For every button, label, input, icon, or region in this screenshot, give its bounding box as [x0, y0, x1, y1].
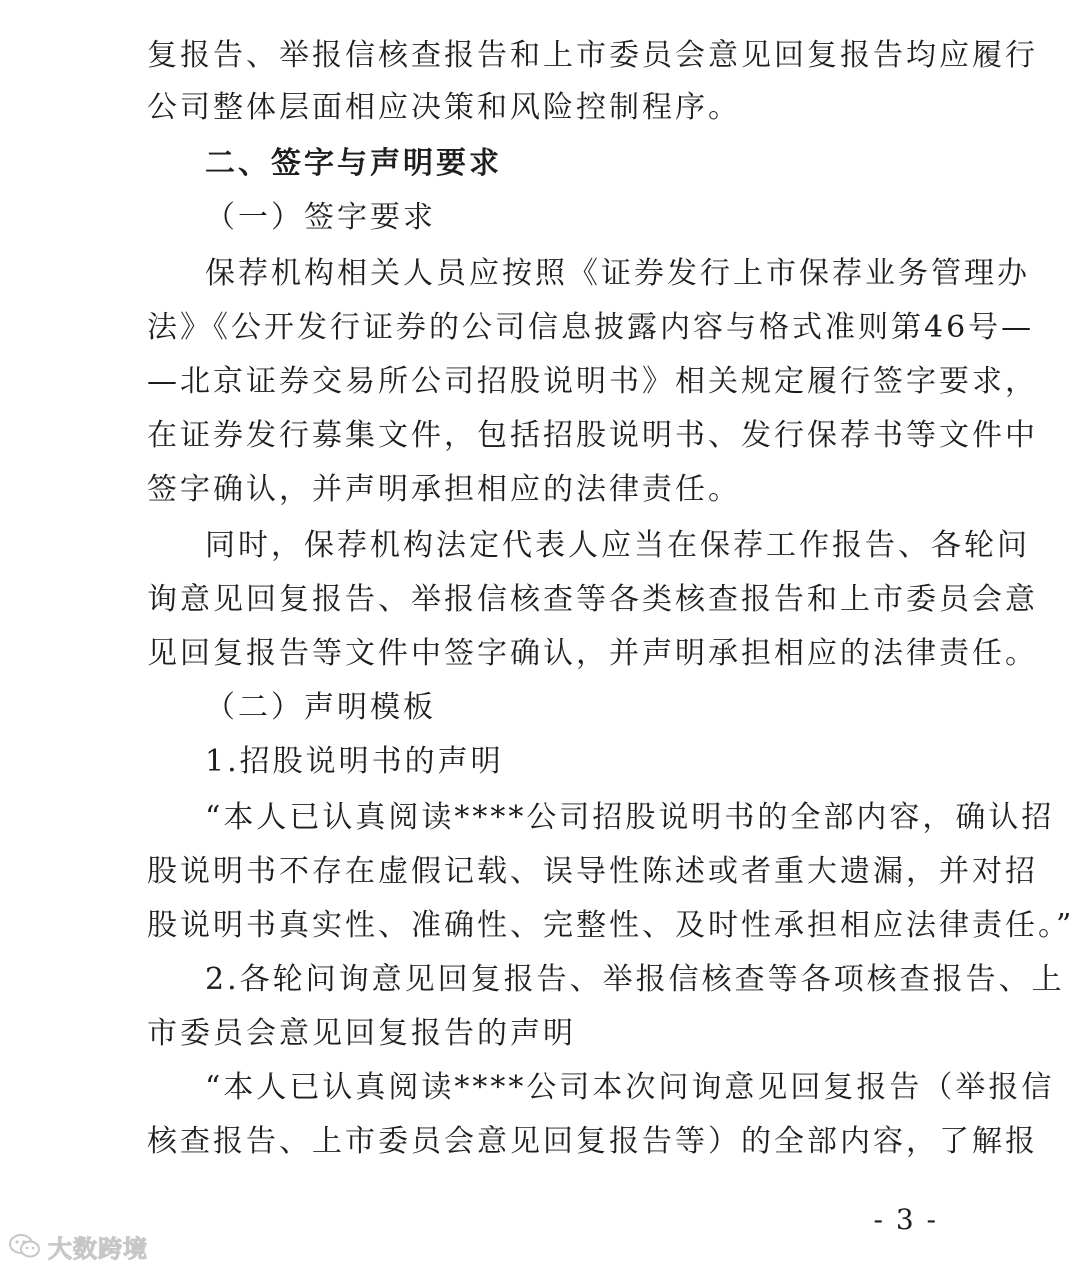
body-line: 在证券发行募集文件，包括招股说明书、发行保荐书等文件中 [147, 418, 1038, 453]
body-line: 询意见回复报告、举报信核查等各类核查报告和上市委员会意 [147, 582, 1038, 617]
body-line: 复报告、举报信核查报告和上市委员会意见回复报告均应履行 [147, 38, 1038, 73]
body-line: 公司整体层面相应决策和风险控制程序。 [147, 90, 741, 125]
subsection-heading: （二）声明模板 [205, 690, 436, 725]
wechat-logo-icon [8, 1232, 42, 1260]
watermark-text: 大数跨境 [48, 1234, 148, 1263]
quote-line: 股说明书真实性、准确性、完整性、及时性承担相应法律责任。” [147, 908, 1075, 943]
item-heading: 2.各轮问询意见回复报告、举报信核查等各项核查报告、上 [205, 962, 1065, 997]
body-line: 同时，保荐机构法定代表人应当在保荐工作报告、各轮问 [205, 528, 1030, 563]
watermark [8, 1226, 148, 1266]
subsection-heading: （一）签字要求 [205, 200, 436, 235]
item-heading: 1.招股说明书的声明 [205, 744, 504, 779]
section-heading: 二、签字与声明要求 [205, 146, 502, 181]
body-line: 见回复报告等文件中签字确认，并声明承担相应的法律责任。 [147, 636, 1038, 671]
quote-line: “本人已认真阅读****公司招股说明书的全部内容，确认招 [205, 800, 1055, 835]
quote-line: 股说明书不存在虚假记载、误导性陈述或者重大遗漏，并对招 [147, 854, 1038, 889]
body-line: 保荐机构相关人员应按照《证券发行上市保荐业务管理办 [205, 256, 1030, 291]
body-line: —北京证券交易所公司招股说明书》相关规定履行签字要求， [147, 364, 1038, 399]
body-line: 法》《公开发行证券的公司信息披露内容与格式准则第46号— [147, 310, 1035, 345]
item-heading: 市委员会意见回复报告的声明 [147, 1016, 576, 1051]
quote-line: 核查报告、上市委员会意见回复报告等）的全部内容，了解报 [147, 1124, 1038, 1159]
body-line: 签字确认，并声明承担相应的法律责任。 [147, 472, 741, 507]
quote-line: “本人已认真阅读****公司本次问询意见回复报告（举报信 [205, 1070, 1055, 1105]
page-number: - 3 - [873, 1203, 938, 1236]
